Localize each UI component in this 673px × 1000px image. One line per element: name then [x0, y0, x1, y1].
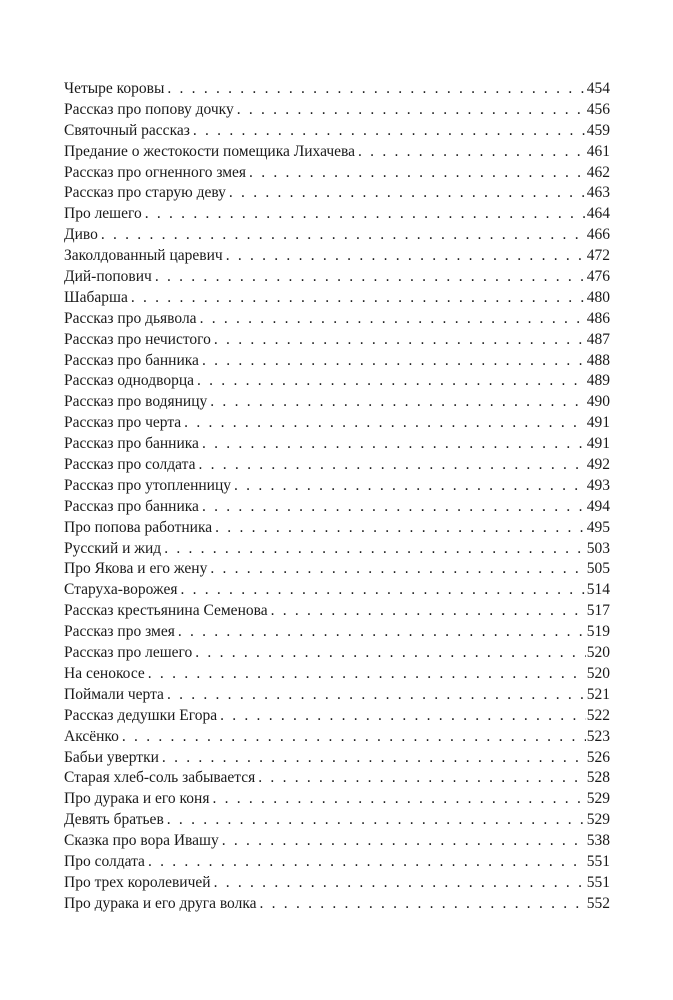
toc-entry-title: Рассказ про банника [64, 497, 199, 515]
toc-dot-leader [258, 768, 585, 789]
toc-entry [64, 455, 610, 476]
toc-dot-leader [167, 810, 586, 831]
toc-entry-title: Рассказ про змея [64, 623, 175, 641]
toc-dot-leader [167, 79, 585, 100]
toc-entry-title: Девять братьев [64, 811, 164, 829]
toc-entry [64, 204, 610, 225]
toc-dot-leader [234, 476, 586, 497]
toc-entry [64, 100, 610, 121]
toc-entry [64, 852, 610, 873]
toc-entry [64, 706, 610, 727]
toc-entry-page: 494 [586, 497, 610, 515]
toc-entry-page: 529 [586, 790, 610, 808]
toc-entry-page: 520 [586, 644, 610, 662]
toc-dot-leader [155, 267, 586, 288]
toc-dot-leader [200, 309, 586, 330]
toc-entry-page: 456 [586, 100, 610, 118]
toc-entry [64, 163, 610, 184]
toc-entry-title: Про солдата [64, 852, 145, 870]
toc-dot-leader [226, 246, 586, 267]
toc-entry [64, 727, 610, 748]
toc-entry-title: Заколдованный царевич [64, 247, 223, 265]
toc-entry [64, 601, 610, 622]
toc-entry-page: 486 [586, 309, 610, 327]
toc-dot-leader [193, 121, 586, 142]
toc-dot-leader [202, 497, 586, 518]
toc-dot-leader [101, 225, 586, 246]
toc-entry-title: Рассказ однодворца [64, 372, 194, 390]
toc-dot-leader [220, 706, 586, 727]
toc-entry-page: 552 [586, 894, 610, 912]
toc-entry-page: 520 [586, 664, 610, 682]
toc-entry [64, 580, 610, 601]
toc-entry-title: Рассказ про солдата [64, 456, 196, 474]
toc-entry-page: 466 [586, 226, 610, 244]
toc-entry-page: 538 [586, 832, 610, 850]
toc-entry-title: Рассказ про старую деву [64, 184, 226, 202]
toc-entry [64, 351, 610, 372]
toc-entry-page: 487 [586, 330, 610, 348]
toc-dot-leader [202, 434, 586, 455]
toc-entry-title: Про дурака и его коня [64, 790, 210, 808]
toc-dot-leader [148, 664, 586, 685]
toc-entry [64, 309, 610, 330]
toc-entry [64, 392, 610, 413]
toc-entry-title: Про лешего [64, 205, 142, 223]
toc-entry [64, 685, 610, 706]
toc-dot-leader [195, 643, 585, 664]
toc-entry [64, 748, 610, 769]
toc-dot-leader [210, 392, 585, 413]
toc-entry-page: 529 [586, 811, 610, 829]
toc-entry-title: Святочный рассказ [64, 121, 190, 139]
toc-entry-page: 551 [586, 852, 610, 870]
toc-entry-page: 514 [586, 581, 610, 599]
toc-entry-page: 488 [586, 351, 610, 369]
toc-dot-leader [358, 142, 586, 163]
toc-entry-page: 493 [586, 476, 610, 494]
toc-entry-title: Рассказ про дьявола [64, 309, 197, 327]
toc-entry [64, 371, 610, 392]
toc-entry-page: 462 [586, 163, 610, 181]
toc-entry-title: Старая хлеб-соль забывается [64, 769, 256, 787]
toc-entry [64, 121, 610, 142]
toc-entry [64, 330, 610, 351]
toc-entry-page: 526 [586, 748, 610, 766]
toc-entry-title: Рассказ про нечистого [64, 330, 211, 348]
toc-entry [64, 831, 610, 852]
toc-dot-leader [180, 580, 585, 601]
toc-dot-leader [260, 894, 586, 915]
toc-entry-title: Аксёнко [64, 727, 119, 745]
toc-entry [64, 643, 610, 664]
toc-entry-page: 528 [586, 769, 610, 787]
toc-dot-leader [212, 789, 585, 810]
toc-dot-leader [210, 559, 585, 580]
toc-entry [64, 789, 610, 810]
toc-entry-page: 480 [586, 288, 610, 306]
toc-entry [64, 873, 610, 894]
toc-dot-leader [148, 852, 586, 873]
toc-entry-title: На сенокосе [64, 664, 145, 682]
toc-dot-leader [122, 727, 586, 748]
toc-entry-page: 517 [586, 602, 610, 620]
toc-entry-title: Про дурака и его друга волка [64, 894, 257, 912]
toc-entry-title: Рассказ крестьянина Семенова [64, 602, 268, 620]
toc-entry [64, 413, 610, 434]
toc-entry-title: Про Якова и его жену [64, 560, 208, 578]
toc-entry-page: 454 [586, 80, 610, 97]
toc-entry-title: Четыре коровы [64, 80, 165, 97]
toc-dot-leader [229, 183, 586, 204]
toc-entry [64, 267, 610, 288]
toc-entry [64, 768, 610, 789]
toc-entry-title: Рассказ про водяницу [64, 393, 208, 411]
toc-dot-leader [184, 413, 586, 434]
toc-entry-title: Про трех королевичей [64, 873, 211, 891]
toc-entry-page: 505 [586, 560, 610, 578]
toc-entry [64, 246, 610, 267]
toc-entry-title: Старуха-ворожея [64, 581, 178, 599]
toc-dot-leader [214, 330, 586, 351]
toc-entry-title: Диво [64, 226, 98, 244]
toc-entry-title: Рассказ про утопленницу [64, 476, 232, 494]
toc-dot-leader [237, 100, 586, 121]
toc-entry-page: 491 [586, 435, 610, 453]
toc-entry-page: 464 [586, 205, 610, 223]
toc-entry-page: 489 [586, 372, 610, 390]
toc-dot-leader [164, 539, 586, 560]
toc-dot-leader [131, 288, 586, 309]
toc-entry-title: Дий-попович [64, 268, 152, 286]
toc-entry-page: 522 [586, 706, 610, 724]
toc-dot-leader [197, 371, 586, 392]
toc-entry-title: Рассказ про черта [64, 414, 182, 432]
toc-entry-page: 459 [586, 121, 610, 139]
toc-entry [64, 894, 610, 915]
toc-entry [64, 664, 610, 685]
toc-entry-title: Рассказ про лешего [64, 644, 193, 662]
toc-entry-page: 491 [586, 414, 610, 432]
toc-entry [64, 559, 610, 580]
toc-entry-page: 503 [586, 539, 610, 557]
toc-entry [64, 622, 610, 643]
toc-entry-title: Рассказ про банника [64, 351, 199, 369]
toc-entry-page: 490 [586, 393, 610, 411]
toc-entry-title: Бабьи увертки [64, 748, 159, 766]
toc-entry-page: 472 [586, 247, 610, 265]
toc-dot-leader [162, 748, 586, 769]
toc-entry [64, 225, 610, 246]
toc-dot-leader [145, 204, 586, 225]
toc-dot-leader [271, 601, 586, 622]
toc-entry-title: Рассказ про попову дочку [64, 100, 234, 118]
table-of-contents [64, 79, 610, 915]
toc-entry [64, 476, 610, 497]
toc-entry-page: 523 [586, 727, 610, 745]
toc-entry [64, 288, 610, 309]
toc-entry-page: 519 [586, 623, 610, 641]
toc-entry [64, 810, 610, 831]
toc-entry-page: 551 [586, 873, 610, 891]
toc-entry [64, 183, 610, 204]
toc-entry-title: Рассказ дедушки Егора [64, 706, 218, 724]
toc-dot-leader [198, 455, 585, 476]
toc-entry [64, 539, 610, 560]
toc-entry-page: 463 [586, 184, 610, 202]
toc-entry-page: 461 [586, 142, 610, 160]
toc-entry [64, 434, 610, 455]
toc-entry-title: Предание о жестокости помещика Лихачева [64, 142, 356, 160]
toc-entry-title: Шабарша [64, 288, 128, 306]
toc-entry-page: 476 [586, 268, 610, 286]
toc-dot-leader [215, 518, 586, 539]
toc-dot-leader [249, 163, 586, 184]
toc-dot-leader [214, 873, 586, 894]
toc-dot-leader [178, 622, 586, 643]
toc-entry [64, 497, 610, 518]
toc-entry-title: Сказка про вора Ивашу [64, 832, 219, 850]
toc-dot-leader [222, 831, 586, 852]
toc-entry-title: Рассказ про огненного змея [64, 163, 247, 181]
toc-entry-page: 492 [586, 456, 610, 474]
toc-entry-title: Про попова работника [64, 518, 213, 536]
toc-entry [64, 79, 610, 100]
toc-entry-title: Поймали черта [64, 685, 164, 703]
toc-dot-leader [202, 351, 586, 372]
toc-entry [64, 518, 610, 539]
toc-entry [64, 142, 610, 163]
toc-entry-page: 495 [586, 518, 610, 536]
toc-entry-title: Русский и жид [64, 539, 162, 557]
toc-entry-title: Рассказ про банника [64, 435, 199, 453]
toc-entry-page: 521 [586, 685, 610, 703]
toc-dot-leader [167, 685, 586, 706]
